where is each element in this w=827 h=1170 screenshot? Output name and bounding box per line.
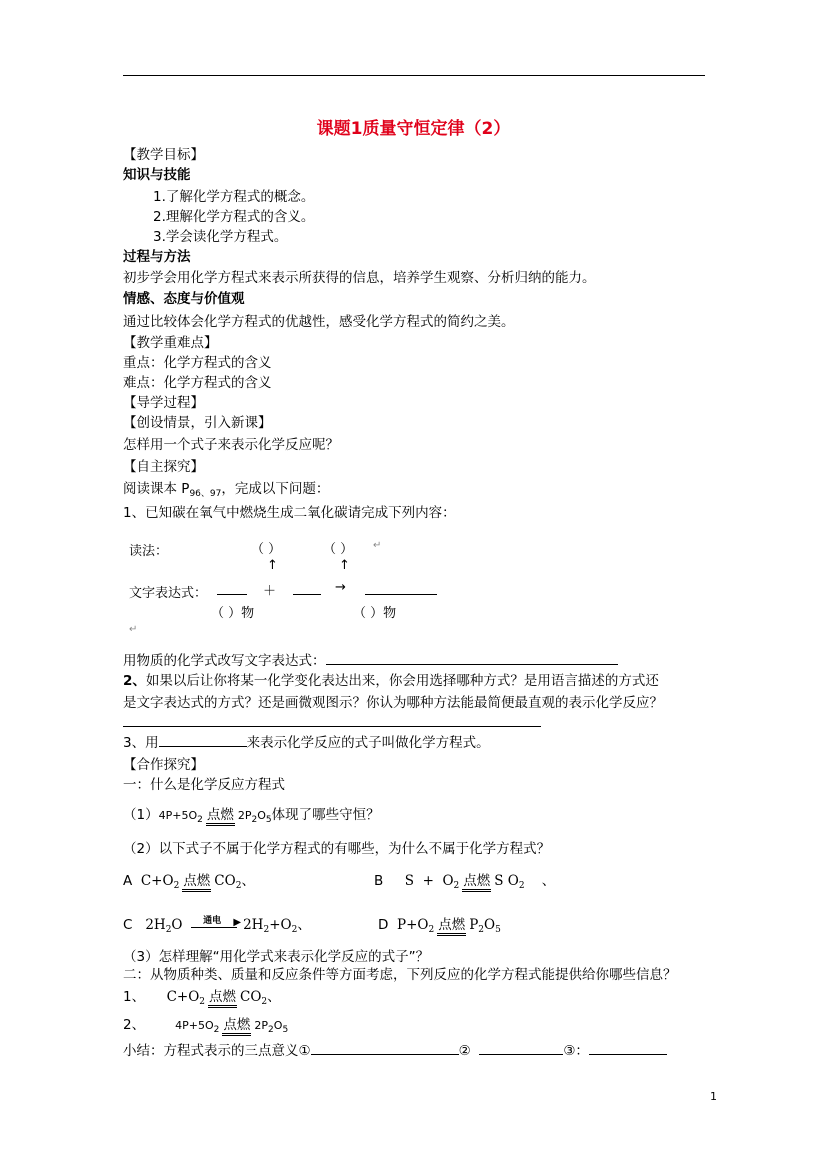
part-two-heading: 二：从物质种类、质量和反应条件等方面考虑，下列反应的化学方程式能提供给你哪些信息？ bbox=[123, 967, 677, 983]
blank-reactant-2 bbox=[293, 594, 321, 595]
knowledge-item-3: 3.学会读化学方程式。 bbox=[153, 229, 288, 245]
diagram-paren-1: （ ） bbox=[251, 542, 282, 557]
emotion-text: 通过比较体会化学方程式的优越性，感受化学方程式的简约之美。 bbox=[123, 314, 515, 330]
question-2-line-2: 是文字表达式的方式？还是画微观图示？你认为哪种方法能最简便最直观的表示化学反应？ bbox=[123, 695, 663, 711]
summary-line: 小结：方程式表示的三点意义① ② ③： bbox=[123, 1042, 667, 1060]
rewrite-blank bbox=[326, 652, 618, 665]
difficult-point: 难点：化学方程式的含义 bbox=[123, 375, 272, 391]
question-2-answer-blank bbox=[123, 712, 541, 727]
blank-product bbox=[365, 594, 437, 595]
coop-question-1: $(1)4P+5O_2$ 点燃 $2P_2O_5$体现了哪些守恒？ bbox=[123, 807, 380, 825]
process-heading: 过程与方法 bbox=[123, 249, 191, 265]
rewrite-line: 用物质的化学式改写文字表达式： bbox=[123, 652, 618, 670]
info-item-1: 1、 $C+O_2$ 点燃 $CO_2$、 bbox=[123, 989, 281, 1007]
summary-blank-2 bbox=[479, 1042, 563, 1055]
equation-b: B $S + O_2$ 点燃 S $O_2$ 、 bbox=[374, 873, 556, 891]
diagram-bottom-left: （ ）物 bbox=[211, 606, 255, 621]
part-one-heading: 一：什么是化学反应方程式 bbox=[123, 777, 285, 793]
section-process: 【导学过程】 bbox=[123, 395, 204, 411]
process-text: 初步学会用化学方程式来表示所获得的信息，培养学生观察、分析归纳的能力。 bbox=[123, 270, 596, 286]
summary-blank-1 bbox=[311, 1042, 459, 1055]
page-number: 1 bbox=[710, 1090, 717, 1103]
diagram-word-label: 文字表达式： bbox=[129, 586, 208, 601]
reading-instruction: 阅读课本 $P_{96、97}$，完成以下问题： bbox=[123, 481, 330, 499]
knowledge-heading: 知识与技能 bbox=[123, 167, 191, 183]
diagram-read-label: 读法： bbox=[129, 544, 169, 559]
question-1: 1、已知碳在氧气中燃烧生成二氧化碳请完成下列内容： bbox=[123, 505, 456, 521]
info-item-2: 2、 $4P+5O_2$ 点燃 $2P_2O_5$ bbox=[123, 1017, 289, 1035]
electrolysis-arrow-icon: 通电 ▶ bbox=[191, 918, 243, 932]
section-cooperative: 【合作探究】 bbox=[123, 757, 204, 773]
coop-question-2: （2）以下式子不属于化学方程式的有哪些，为什么不属于化学方程式？ bbox=[123, 841, 551, 857]
header-rule bbox=[123, 75, 705, 76]
intro-question: 怎样用一个式子来表示化学反应呢？ bbox=[123, 437, 339, 453]
right-arrow-icon: → bbox=[335, 580, 346, 595]
diagram-bottom-right: （ ）物 bbox=[353, 606, 397, 621]
self-study-heading: 【自主探究】 bbox=[123, 459, 204, 475]
knowledge-item-1: 1.了解化学方程式的概念。 bbox=[153, 189, 315, 205]
blank-reactant-1 bbox=[217, 594, 247, 595]
question-2-line-1: 2、如果以后让你将某一化学变化表达出来，你会用选择哪种方式？是用语言描述的方式还 bbox=[123, 673, 659, 689]
coop-question-3: （3）怎样理解“用化学式来表示化学反应的式子”？ bbox=[123, 949, 430, 965]
diagram-paren-2: （ ） bbox=[323, 542, 354, 557]
question-3-blank bbox=[159, 734, 247, 747]
up-arrow-icon: ↑ bbox=[267, 558, 278, 573]
emotion-heading: 情感、态度与价值观 bbox=[123, 291, 245, 307]
return-mark-2: ↵ bbox=[129, 624, 138, 635]
key-point: 重点：化学方程式的含义 bbox=[123, 355, 272, 371]
section-key-points: 【教学重难点】 bbox=[123, 335, 218, 351]
document-title: 课题1质量守恒定律（2） bbox=[316, 119, 511, 139]
question-3: 3、用 来表示化学反应的式子叫做化学方程式。 bbox=[123, 735, 490, 751]
intro-heading: 【创设情景，引入新课】 bbox=[123, 415, 272, 431]
summary-blank-3 bbox=[589, 1042, 667, 1055]
reading-diagram bbox=[123, 530, 503, 640]
equation-a: A $C+O_2$ 点燃 $CO_2$、 bbox=[123, 873, 255, 891]
return-mark-1: ↵ bbox=[373, 540, 382, 551]
knowledge-item-2: 2.理解化学方程式的含义。 bbox=[153, 209, 315, 225]
equation-c: C $2H_2O$ 通电 ▶ $2H_2+O_2$、 bbox=[123, 916, 311, 935]
up-arrow-icon: ↑ bbox=[339, 558, 350, 573]
section-objectives: 【教学目标】 bbox=[123, 147, 204, 163]
plus-sign: ＋ bbox=[263, 584, 277, 599]
equation-d: D $P+O_2$ 点燃 $P_2O_5$ bbox=[378, 917, 501, 935]
